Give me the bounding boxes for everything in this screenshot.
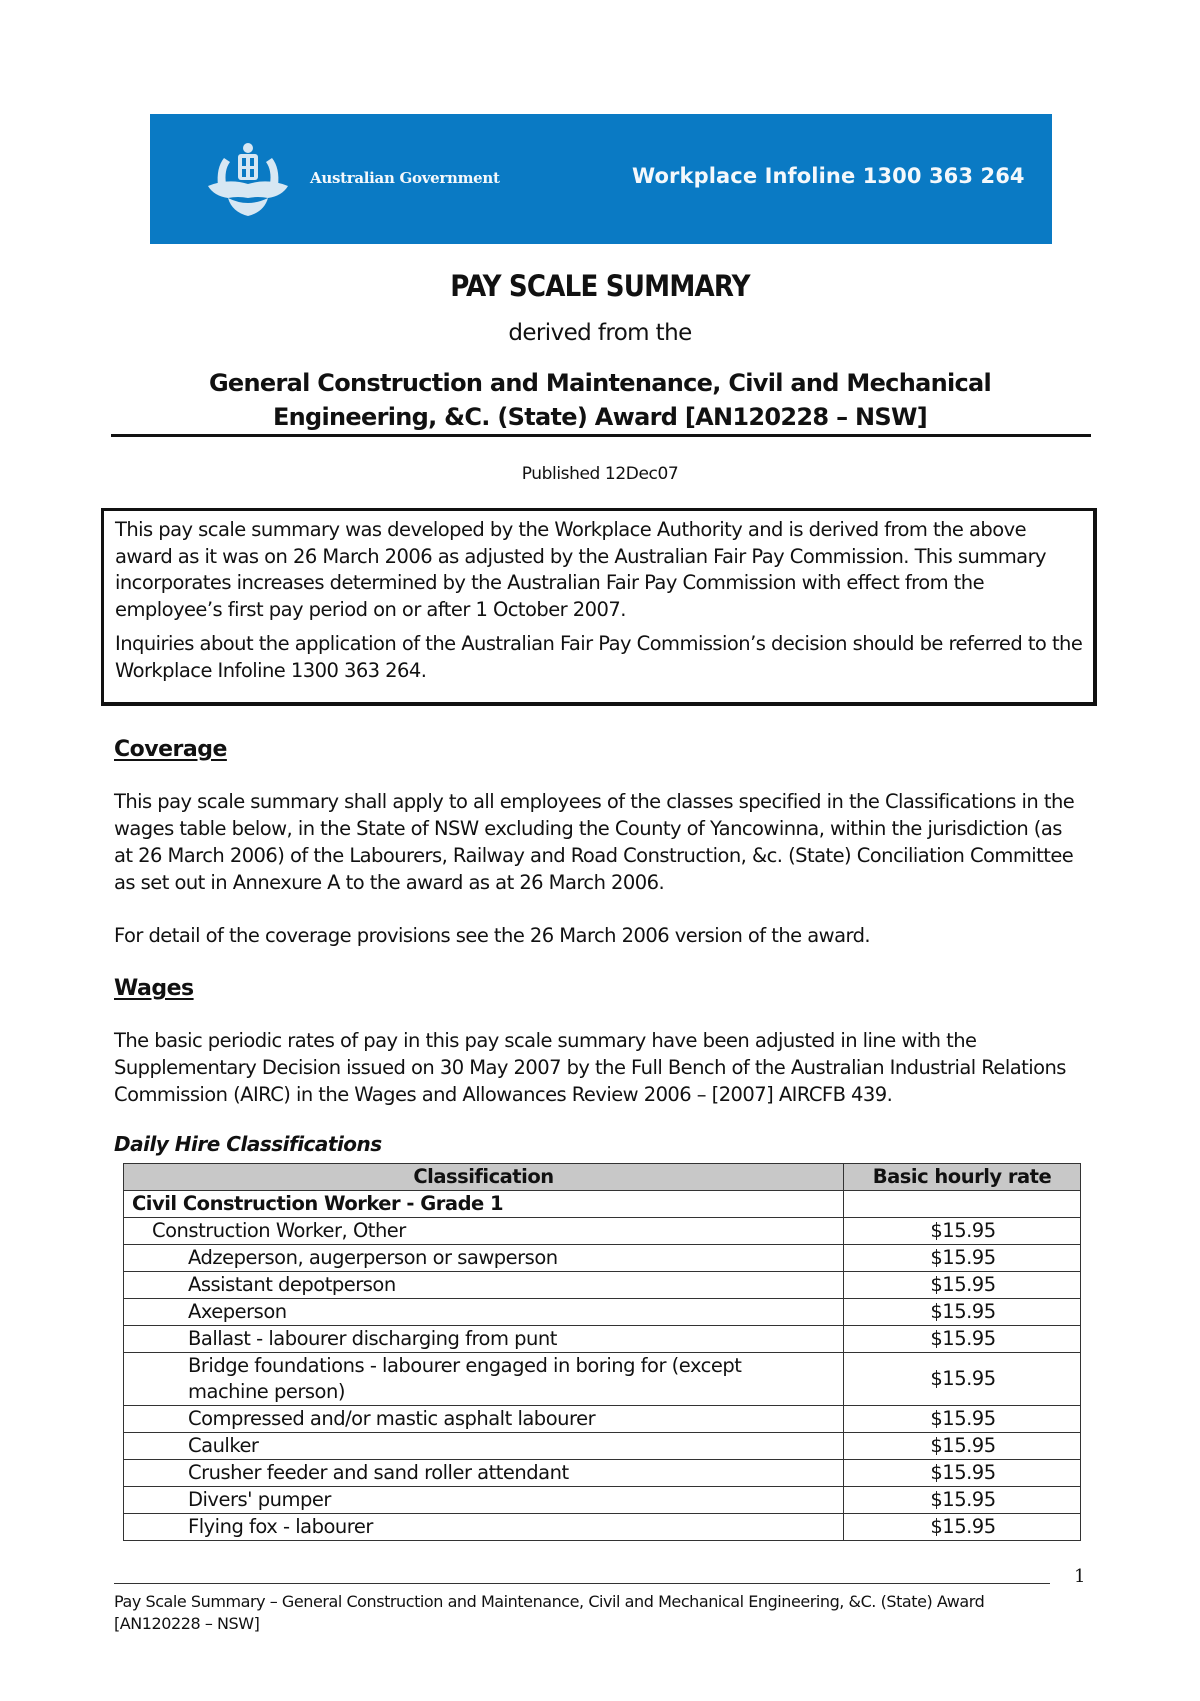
classification-cell: Compressed and/or mastic asphalt labourer — [124, 1406, 844, 1433]
footer-divider — [114, 1583, 1050, 1584]
wages-paragraph: The basic periodic rates of pay in this pay scale summary have been adjusted in line with the Supplementary Decision issued on 30 May 2007 by the Full Bench of the Australian Industrial Relations Commission (AIRC) in the Wages and Allowances Review 2006 – [2007] AIRCFB 439. — [114, 1029, 1066, 1106]
coverage-paragraph-2: For detail of the coverage provisions see the 26 March 2006 version of the award. — [114, 924, 871, 947]
table-header-row — [124, 1164, 1081, 1191]
rate-cell: $15.95 — [844, 1460, 1081, 1487]
classification-cell: Caulker — [124, 1433, 844, 1460]
notice-paragraph-1: This pay scale summary was developed by the Workplace Authority and is derived from the above award as it was on 26 March 2006 as adjusted by the Australian Fair Pay Commission. This summary incorporates increases determined by the Australian Fair Pay Commission with effect from the employee’s first pay period on or after 1 October 2007. — [115, 518, 1047, 621]
classification-rates-table — [123, 1163, 1081, 1541]
rate-cell: $15.95 — [844, 1487, 1081, 1514]
classification-cell: Assistant depotperson — [124, 1272, 844, 1299]
classification-cell: Ballast - labourer discharging from punt — [124, 1326, 844, 1353]
rate-cell: $15.95 — [844, 1245, 1081, 1272]
table-row — [124, 1191, 1081, 1218]
table-row — [124, 1487, 1081, 1514]
column-header-rate: Basic hourly rate — [844, 1164, 1081, 1191]
notice-box — [101, 508, 1097, 706]
classification-cell: Flying fox - labourer — [124, 1514, 844, 1541]
title-divider — [111, 434, 1091, 437]
table-row — [124, 1460, 1081, 1487]
wages-heading: Wages — [114, 976, 194, 1001]
table-row — [124, 1299, 1081, 1326]
page-number: 1 — [1074, 1566, 1086, 1587]
award-title-line-1: General Construction and Maintenance, Civil and Mechanical — [208, 369, 992, 397]
table-row — [124, 1406, 1081, 1433]
rate-cell: $15.95 — [844, 1353, 1081, 1406]
table-row — [124, 1514, 1081, 1541]
rate-cell: $15.95 — [844, 1514, 1081, 1541]
table-row — [124, 1272, 1081, 1299]
australian-coat-of-arms-icon — [202, 140, 294, 218]
page-title: PAY SCALE SUMMARY — [450, 269, 750, 303]
classification-cell: Bridge foundations - labourer engaged in boring for (except machine person) — [124, 1353, 844, 1406]
classification-cell: Civil Construction Worker - Grade 1 — [124, 1191, 844, 1218]
rate-cell — [844, 1191, 1081, 1218]
rate-cell: $15.95 — [844, 1272, 1081, 1299]
rate-cell: $15.95 — [844, 1406, 1081, 1433]
table-title: Daily Hire Classifications — [114, 1132, 382, 1156]
classification-cell: Construction Worker, Other — [124, 1218, 844, 1245]
award-title-line-2: Engineering, &C. (State) Award [AN120228 – NSW] — [272, 403, 928, 431]
table-row — [124, 1353, 1081, 1406]
classification-cell: Crusher feeder and sand roller attendant — [124, 1460, 844, 1487]
table-body — [124, 1191, 1081, 1541]
rate-cell: $15.95 — [844, 1433, 1081, 1460]
page-subtitle: derived from the — [508, 320, 692, 346]
rate-cell: $15.95 — [844, 1218, 1081, 1245]
footer-text — [114, 1591, 1074, 1635]
published-date: Published 12Dec07 — [521, 464, 679, 484]
rate-cell: $15.95 — [844, 1299, 1081, 1326]
table-row — [124, 1326, 1081, 1353]
rate-cell: $15.95 — [844, 1326, 1081, 1353]
classification-cell: Axeperson — [124, 1299, 844, 1326]
table-row — [124, 1245, 1081, 1272]
workplace-infoline: Workplace Infoline 1300 363 264 — [632, 164, 1025, 188]
table-row — [124, 1218, 1081, 1245]
coverage-heading: Coverage — [114, 737, 227, 762]
table-row — [124, 1433, 1081, 1460]
classification-cell: Adzeperson, augerperson or sawperson — [124, 1245, 844, 1272]
government-name: Australian Government — [310, 169, 500, 187]
classification-cell: Divers' pumper — [124, 1487, 844, 1514]
government-banner — [150, 114, 1052, 244]
coverage-paragraph-1: This pay scale summary shall apply to all employees of the classes specified in the Classifications in the wages table below, in the State of NSW excluding the County of Yancowinna, within the jurisdiction (as at 26 March 2006) of the Labourers, Railway and Road Construction, &c. (State) Conciliation Committee as set out in Annexure A to the award as at 26 March 2006. — [114, 790, 1075, 894]
notice-paragraph-2: Inquiries about the application of the Australian Fair Pay Commission’s decision should be referred to the Workplace Infoline 1300 363 264. — [115, 632, 1083, 682]
column-header-classification: Classification — [124, 1164, 844, 1191]
footer-line-1: Pay Scale Summary – General Construction and Maintenance, Civil and Mechanical Engineering, &C. (State) Award — [114, 1592, 985, 1611]
footer-line-2: [AN120228 – NSW] — [114, 1614, 260, 1633]
award-title — [110, 366, 1090, 434]
